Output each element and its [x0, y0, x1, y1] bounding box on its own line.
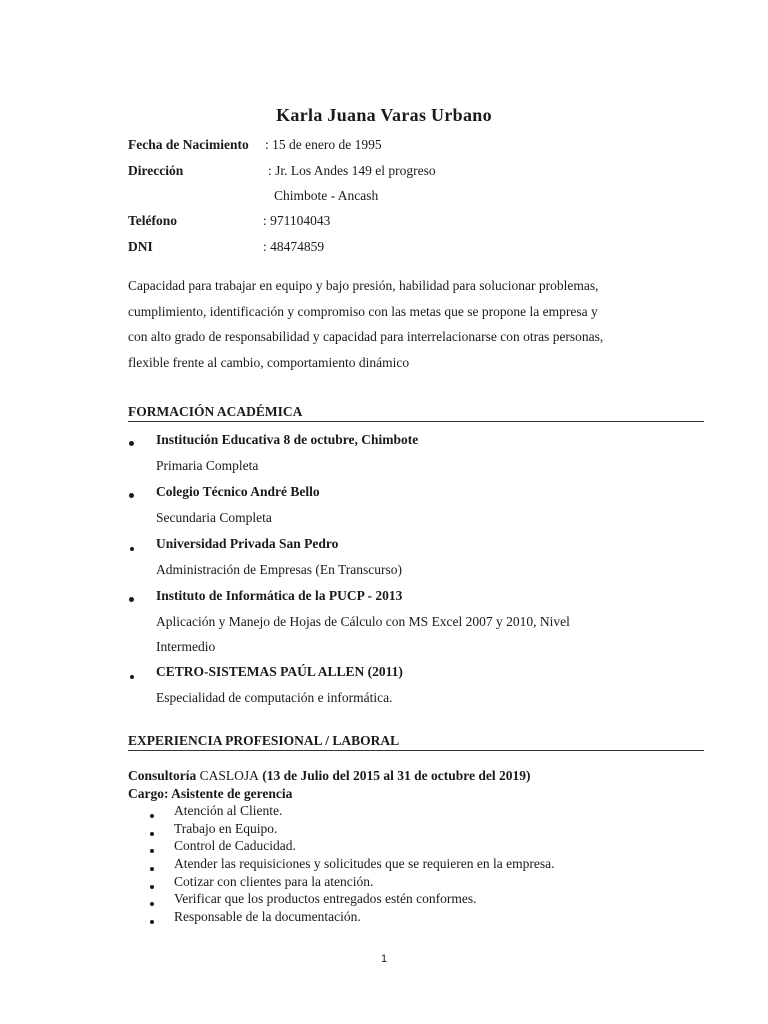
bullet-icon — [150, 896, 154, 908]
education-item-title: Universidad Privada San Pedro — [156, 536, 339, 551]
address-label: Dirección — [128, 163, 184, 178]
education-item-detail: Administración de Empresas (En Transcurso) — [156, 562, 402, 577]
education-rule — [128, 421, 704, 422]
education-item-detail: Especialidad de computación e informática. — [156, 690, 393, 705]
page-number: 1 — [380, 953, 388, 965]
company-prefix: Consultoría — [128, 768, 200, 783]
company-dates: (13 de Julio del 2015 al 31 de octubre del 2019) — [258, 768, 531, 783]
profile-line: cumplimiento, identificación y compromiso con las metas que se propone la empresa y — [128, 303, 598, 319]
phone-value: : 971104043 — [263, 213, 331, 228]
bullet-icon — [150, 843, 154, 855]
role-line: Cargo: Asistente de gerencia — [128, 786, 293, 801]
experience-rule — [128, 750, 704, 751]
dni-label: DNI — [128, 239, 153, 254]
profile-paragraph — [128, 277, 688, 379]
education-item-detail: Secundaria Completa — [156, 510, 272, 525]
profile-line: con alto grado de responsabilidad y capacidad para interrelacionarse con otras personas, — [128, 329, 604, 344]
education-item-title: Colegio Técnico André Bello — [156, 484, 320, 499]
education-item-title: Institución Educativa 8 de octubre, Chimbote — [156, 432, 419, 447]
education-item-detail: Primaria Completa — [156, 458, 259, 473]
task-item: Cotizar con clientes para la atención. — [174, 874, 374, 889]
profile-line: Capacidad para trabajar en equipo y bajo presión, habilidad para solucionar problemas, — [128, 278, 599, 293]
task-item: Atención al Cliente. — [174, 803, 283, 818]
bullet-icon — [150, 808, 154, 820]
company-line — [128, 768, 531, 784]
bullet-icon — [129, 436, 134, 448]
bullet-icon — [150, 914, 154, 926]
bullet-icon — [150, 826, 154, 838]
education-item-title: Instituto de Informática de la PUCP - 2013 — [156, 588, 403, 603]
bullet-icon — [130, 669, 134, 681]
education-item-title: CETRO-SISTEMAS PAÚL ALLEN (2011) — [156, 664, 403, 679]
phone-label: Teléfono — [128, 213, 178, 228]
bullet-icon — [150, 879, 154, 891]
task-item: Verificar que los productos entregados estén conformes. — [174, 891, 477, 906]
experience-heading: EXPERIENCIA PROFESIONAL / LABORAL — [128, 733, 400, 748]
birth-label: Fecha de Nacimiento — [128, 137, 249, 152]
education-item-detail: Intermedio — [156, 639, 216, 654]
task-item: Trabajo en Equipo. — [174, 821, 278, 836]
task-item: Control de Caducidad. — [174, 838, 296, 853]
bullet-icon — [129, 592, 134, 604]
dni-value: : 48474859 — [263, 239, 325, 254]
task-item: Atender las requisiciones y solicitudes que se requieren en la empresa. — [174, 856, 555, 871]
birth-value: : 15 de enero de 1995 — [265, 137, 382, 152]
profile-line: flexible frente al cambio, comportamiento dinámico — [128, 354, 410, 370]
address-value-line2: Chimbote - Ancash — [274, 188, 379, 203]
bullet-icon — [130, 541, 134, 553]
resume-name: Karla Juana Varas Urbano — [276, 105, 492, 125]
bullet-icon — [150, 861, 154, 873]
bullet-icon — [129, 488, 134, 500]
company-name: CASLOJA — [199, 768, 259, 783]
education-heading: FORMACIÓN ACADÉMICA — [128, 404, 303, 419]
address-value-line1: : Jr. Los Andes 149 el progreso — [268, 163, 436, 178]
task-item: Responsable de la documentación. — [174, 909, 361, 924]
education-item-detail: Aplicación y Manejo de Hojas de Cálculo con MS Excel 2007 y 2010, Nivel — [156, 614, 570, 629]
